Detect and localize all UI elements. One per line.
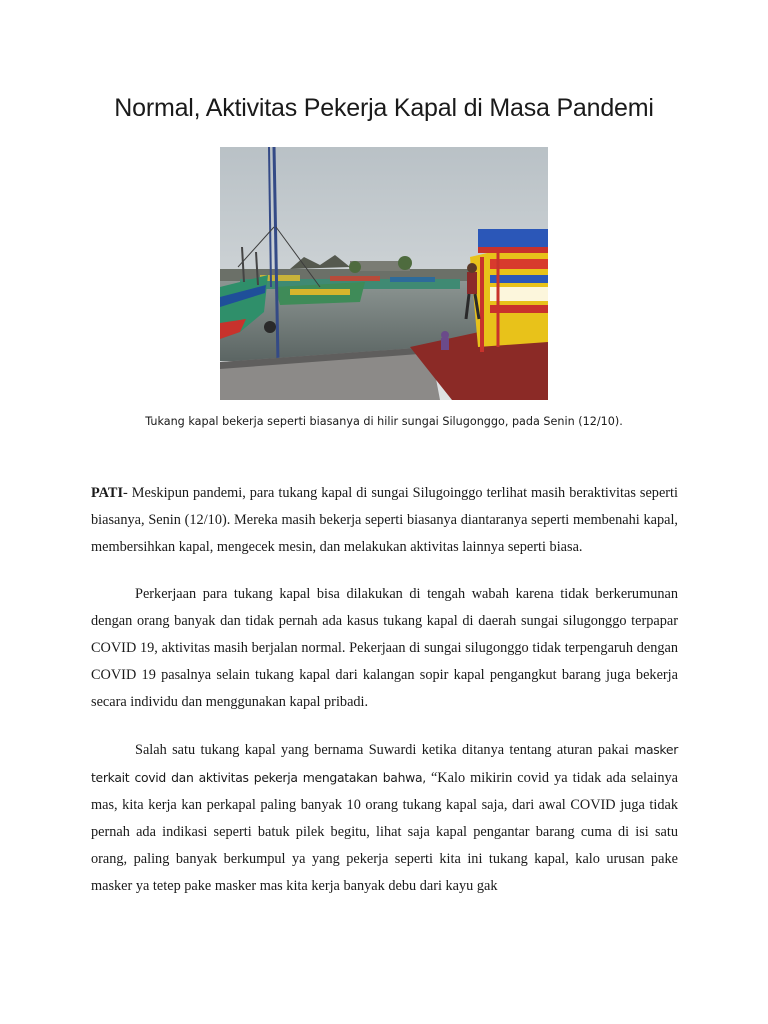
paragraph-3-part-b: masker terkait covid dan aktivitas pekerja mengatakan bahwa, [91,742,678,785]
dateline: PATI [91,485,124,501]
paragraph-1-text: - Meskipun pandemi, para tukang kapal di sungai Silugoinggo terlihat masih beraktivitas seperti biasanya, Senin (12/10). Mereka masih bekerja seperti biasanya diantaranya seperti membenahi kapal, membersihkan kapal, mengecek mesin, dan melakukan aktivitas lainnya seperti biasa. [91,485,678,555]
article-title: Normal, Aktivitas Pekerja Kapal di Masa Pandemi [114,94,654,122]
paragraph-3-part-c: “Kalo mikirin covid ya tidak ada selainya mas, kita kerja kan perkapal paling banyak 10 orang tukang kapal saja, dari awal COVID juga tidak pernah ada indikasi seperti batuk pilek begitu, lihat saja kapal pengantar barang cuma di isi satu orang, paling banyak berkumpul ya yang pekerja seperti kita ini tukang kapal, kalo urusan pake masker ya tetep pake masker mas kita kerja banyak debu dari kayu gak [91,770,678,894]
harbor-illustration [220,147,548,400]
paragraph-2: Perkerjaan para tukang kapal bisa dilakukan di tengah wabah karena tidak berkerumunan dengan orang banyak dan tidak pernah ada kasus tukang kapal di daerah sungai silugonggo terpapar COVID 19, aktivitas masih berjalan normal. Pekerjaan di sungai silugonggo tidak terpengaruh dengan COVID 19 pasalnya selain tukang kapal dari kalangan sopir kapal pengangkut barang juga bekerja secara individu dan menggunakan kapal pribadi. [91,586,678,710]
paragraph-3 [91,736,678,900]
photo-caption: Tukang kapal bekerja seperti biasanya di hilir sungai Silugonggo, pada Senin (12/10). [145,415,623,428]
paragraph-3-part-a: Salah satu tukang kapal yang bernama Suwardi ketika ditanya tentang aturan pakai [135,742,635,758]
boats-photo [220,147,548,400]
article-body [91,480,678,920]
paragraph-1 [91,480,678,561]
